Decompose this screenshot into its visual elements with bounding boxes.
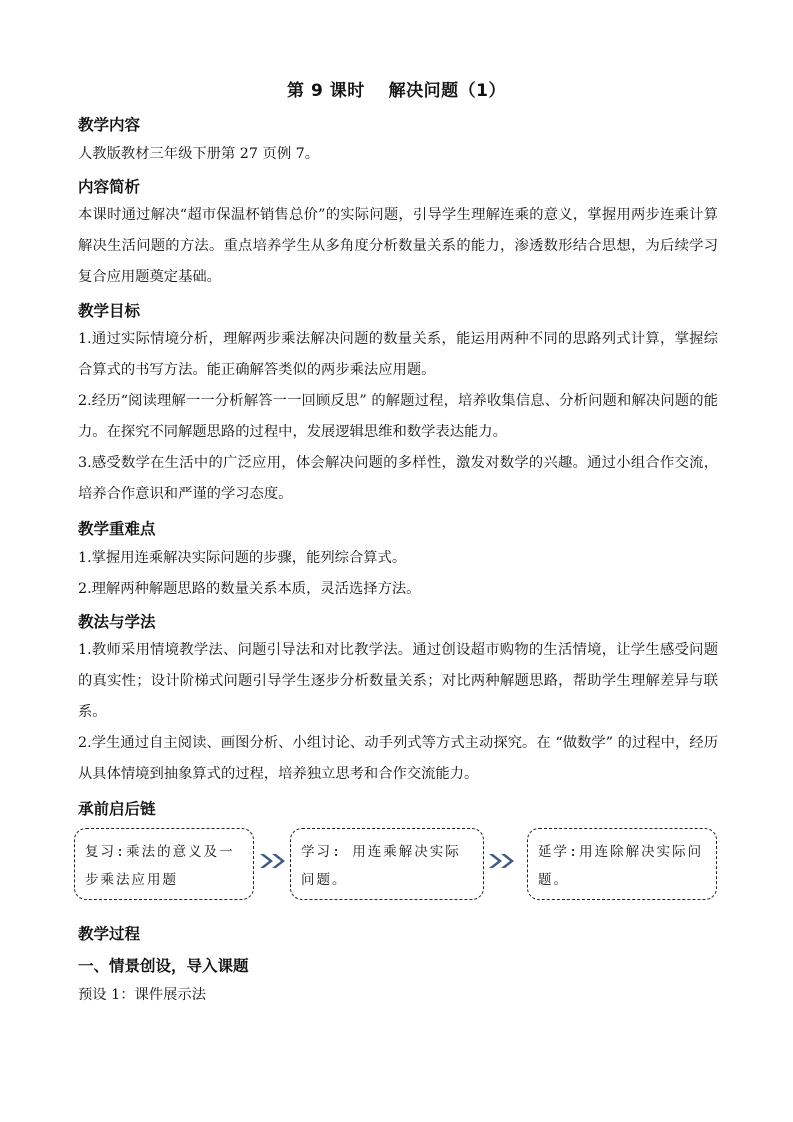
heading-chain: 承前启后链 — [78, 800, 156, 818]
goal-item-2: 2.经历“阅读理解一一分析解答一一回顾反思” 的解题过程，培养收集信息、分析问题和解决问题的能力。在探究不同解题思路的过程中，发展逻辑思维和数学表达能力。 — [78, 393, 718, 440]
chain-box-extend: 延学:用连除解决实际问题。 — [527, 828, 717, 900]
heading-methods: 教法与学法 — [78, 613, 156, 631]
method-item-2: 2.学生通过自主阅读、画图分析、小组讨论、动手列式等方式主动探究。在 “做数学” 的过程中，经历从具体情境到抽象算式的过程，培养独立思考和合作交流能力。 — [78, 735, 718, 782]
heading-content-summary: 内容简析 — [78, 178, 141, 196]
sub-heading-scene: 一、情景创设，导入课题 — [78, 957, 249, 975]
method-item-1: 1.教师采用情境教学法、问题引导法和对比教学法。通过创设超市购物的生活情境，让学生感受问题的真实性；设计阶梯式问题引导学生逐步分析数量关系；对比两种解题思路，帮助学生理解差异与联系。 — [78, 642, 718, 720]
content-summary-text: 本课时通过解决“超市保温杯销售总价”的实际问题，引导学生理解连乘的意义，掌握用两步连乘计算解决生活问题的方法。重点培养学生从多角度分析数量关系的能力，渗透数形结合思想，为后续学习复合应用题奠定基础。 — [78, 207, 718, 285]
teaching-content-text: 人教版教材三年级下册第 27 页例 7。 — [78, 146, 320, 162]
heading-teaching-process: 教学过程 — [78, 925, 141, 943]
goal-item-3: 3.感受数学在生活中的广泛应用，体会解决问题的多样性，激发对数学的兴趣。通过小组合作交流，培养合作意识和严谨的学习态度。 — [78, 455, 718, 502]
goal-item-1: 1.通过实际情境分析，理解两步乘法解决问题的数量关系，能运用两种不同的思路列式计算，掌握综合算式的书写方法。能正确解答类似的两步乘法应用题。 — [78, 331, 718, 378]
heading-teaching-content: 教学内容 — [78, 116, 141, 134]
heading-key-points: 教学重难点 — [78, 520, 156, 538]
double-chevron-right-icon — [258, 852, 288, 870]
key-point-2: 2.理解两种解题思路的数量关系本质，灵活选择方法。 — [78, 581, 421, 597]
heading-teaching-goals: 教学目标 — [78, 302, 141, 320]
process-text: 预设 1：课件展示法 — [78, 987, 207, 1003]
chain-box-learn: 学习: 用连乘解决实际问题。 — [290, 828, 484, 900]
chain-box-review: 复习:乘法的意义及一步乘法应用题 — [74, 828, 254, 900]
key-point-1: 1.掌握用连乘解决实际问题的步骤，能列综合算式。 — [78, 550, 407, 566]
double-chevron-right-icon — [487, 852, 517, 870]
page-title: 第 9 课时 解决问题（1） — [287, 81, 506, 101]
